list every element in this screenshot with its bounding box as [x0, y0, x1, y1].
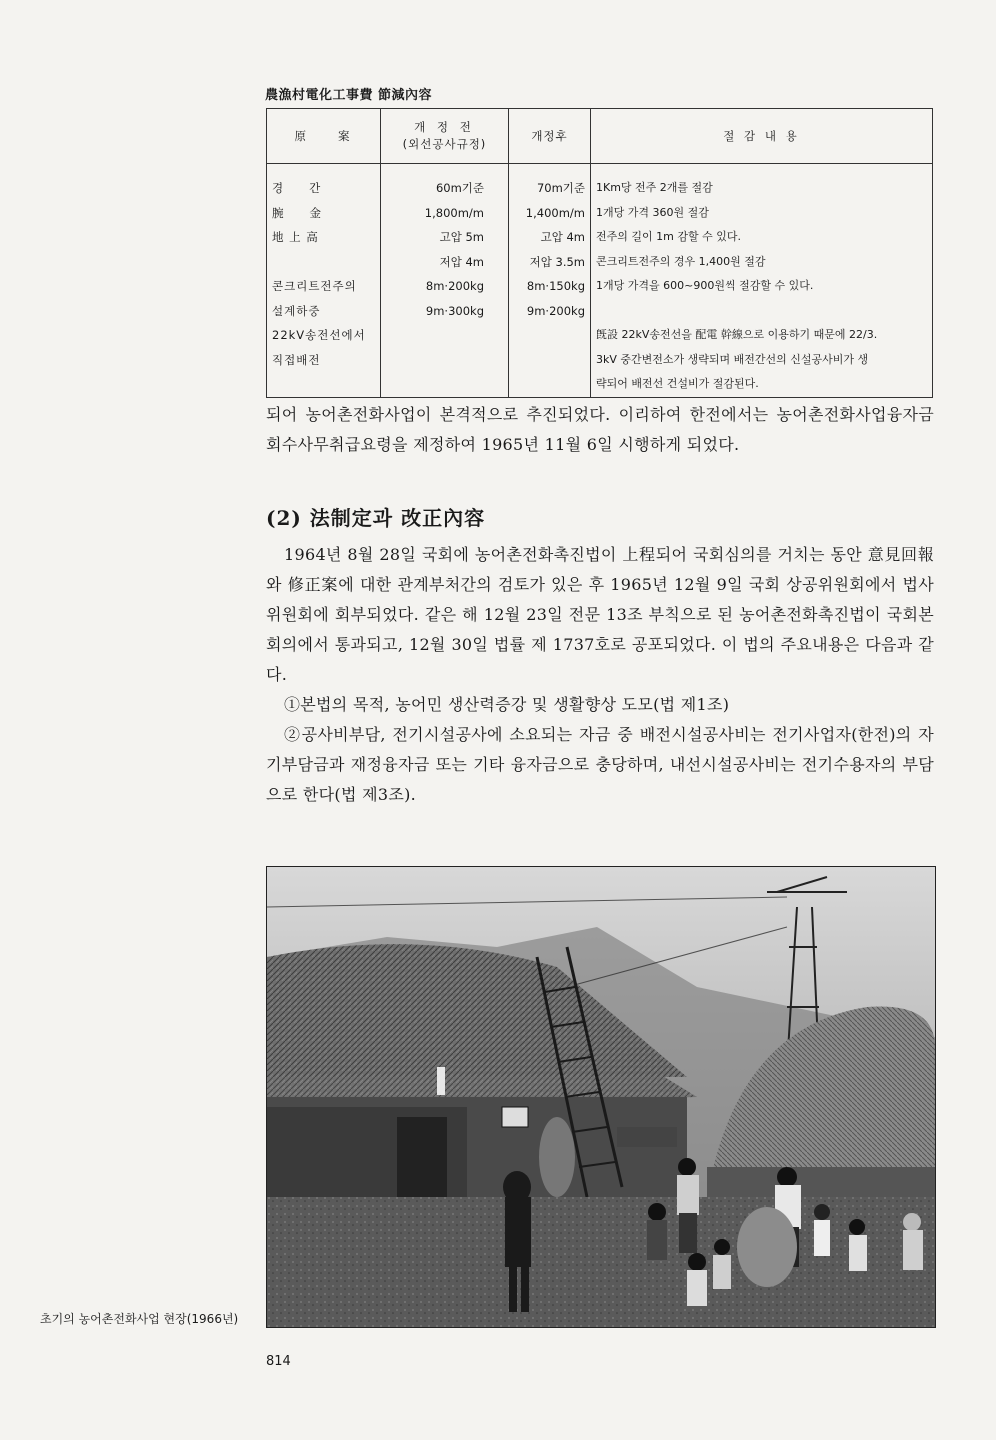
paragraph-2 [266, 540, 934, 810]
header-before-line1: 개 정 전 [414, 120, 475, 134]
table-caption: 農漁村電化工事費 節減內容 [265, 88, 433, 103]
table-cell: 旣設 22kV송전선을 配電 幹線으로 이용하기 때문에 22/3. [596, 328, 878, 341]
table-cell: 1,800m/m [424, 205, 484, 220]
table-cell: 직접배전 [272, 352, 321, 367]
table-cell: 9m·200kg [526, 303, 585, 318]
header-before [381, 109, 509, 164]
paragraph-1-text: 되어 농어촌전화사업이 본격적으로 추진되었다. 이리하여 한전에서는 농어촌전화사업융자금 회수사무취급요령을 제정하여 1965년 11월 6일 시행하게 되었다. [266, 405, 934, 454]
original-column [267, 164, 381, 398]
table-cell: 9m·300kg [425, 303, 484, 318]
village-photo-illustration [267, 867, 935, 1327]
table-cell: 콘크리트전주의 [272, 279, 357, 293]
table-cell: 략되어 배전선 건설비가 절감된다. [596, 377, 759, 390]
table-header-row [267, 109, 933, 164]
before-column [381, 164, 509, 398]
table-cell: 腕 金 [272, 205, 322, 220]
table-cell: 저압 4m [439, 254, 484, 269]
header-savings: 절 감 내 용 [591, 109, 933, 164]
table-cell: 22kV송전선에서 [272, 328, 366, 342]
table-cell: 70m기준 [536, 181, 585, 195]
table-cell: 1Km당 전주 2개를 절감 [596, 181, 713, 194]
header-original: 原 案 [267, 109, 381, 164]
section-title: (2) 法制定과 改正內容 [266, 506, 486, 530]
list-item-2: ②공사비부담, 전기시설공사에 소요되는 자금 중 배전시설공사비는 전기사업자(한전)의 자기부담금과 재정융자금 또는 기타 융자금으로 충당하며, 내선시설공사비는 전기수용자의 부담으로 한다(법 제3조). [266, 725, 934, 804]
paragraph-2-text: 1964년 8월 28일 국회에 농어촌전화촉진법이 上程되어 국회심의를 거치는 동안 意見回報와 修正案에 대한 관계부처간의 검토가 있은 후 1965년 12월 9일 국회 상공위원회에서 법사위원회에 회부되었다. 같은 해 12월 23일 전문 13조 부칙으로 된 농어촌전화촉진법이 국회본회의에서 통과되고, 12월 30일 법률 제 1737호로 공포되었다. 이 법의 주요내용은 다음과 같다. [266, 545, 934, 684]
photo-caption: 초기의 농어촌전화사업 현장(1966년) [40, 1312, 239, 1326]
table-cell: 1,400m/m [525, 205, 585, 220]
table-cell: 3kV 중간변전소가 생략되며 배전간선의 신설공사비가 생 [596, 352, 869, 366]
table-cell: 전주의 길이 1m 감할 수 있다. [596, 230, 741, 243]
table-cell: 60m기준 [435, 181, 484, 195]
savings-column [591, 164, 933, 398]
table-body-row [267, 164, 933, 398]
table-cell: 고압 4m [540, 230, 585, 244]
table-cell: 고압 5m [439, 230, 484, 244]
paragraph-1 [266, 400, 934, 460]
table-cell: 8m·150kg [526, 279, 585, 293]
table-cell: 경 간 [272, 181, 322, 195]
table-cell: 1개당 가격을 600~900원씩 절감할 수 있다. [596, 279, 814, 292]
table-cell: 저압 3.5m [529, 254, 585, 269]
cost-reduction-table [266, 108, 933, 398]
header-after: 개정후 [509, 109, 591, 164]
after-column [509, 164, 591, 398]
table-cell [272, 250, 375, 275]
table-cell: 1개당 가격 360원 절감 [596, 205, 709, 219]
header-before-line2: (외선공사규정) [402, 137, 487, 151]
table-cell: 콘크리트전주의 경우 1,400원 절감 [596, 254, 766, 268]
village-photo [266, 866, 936, 1328]
table-cell [596, 299, 927, 324]
table-cell: 8m·200kg [425, 279, 484, 293]
table-cell: 설계하중 [272, 303, 321, 318]
list-item-1: ①본법의 목적, 농어민 생산력증강 및 생활향상 도모(법 제1조) [284, 695, 730, 714]
table-cell: 地 上 高 [272, 230, 319, 244]
page-number: 814 [266, 1354, 291, 1369]
